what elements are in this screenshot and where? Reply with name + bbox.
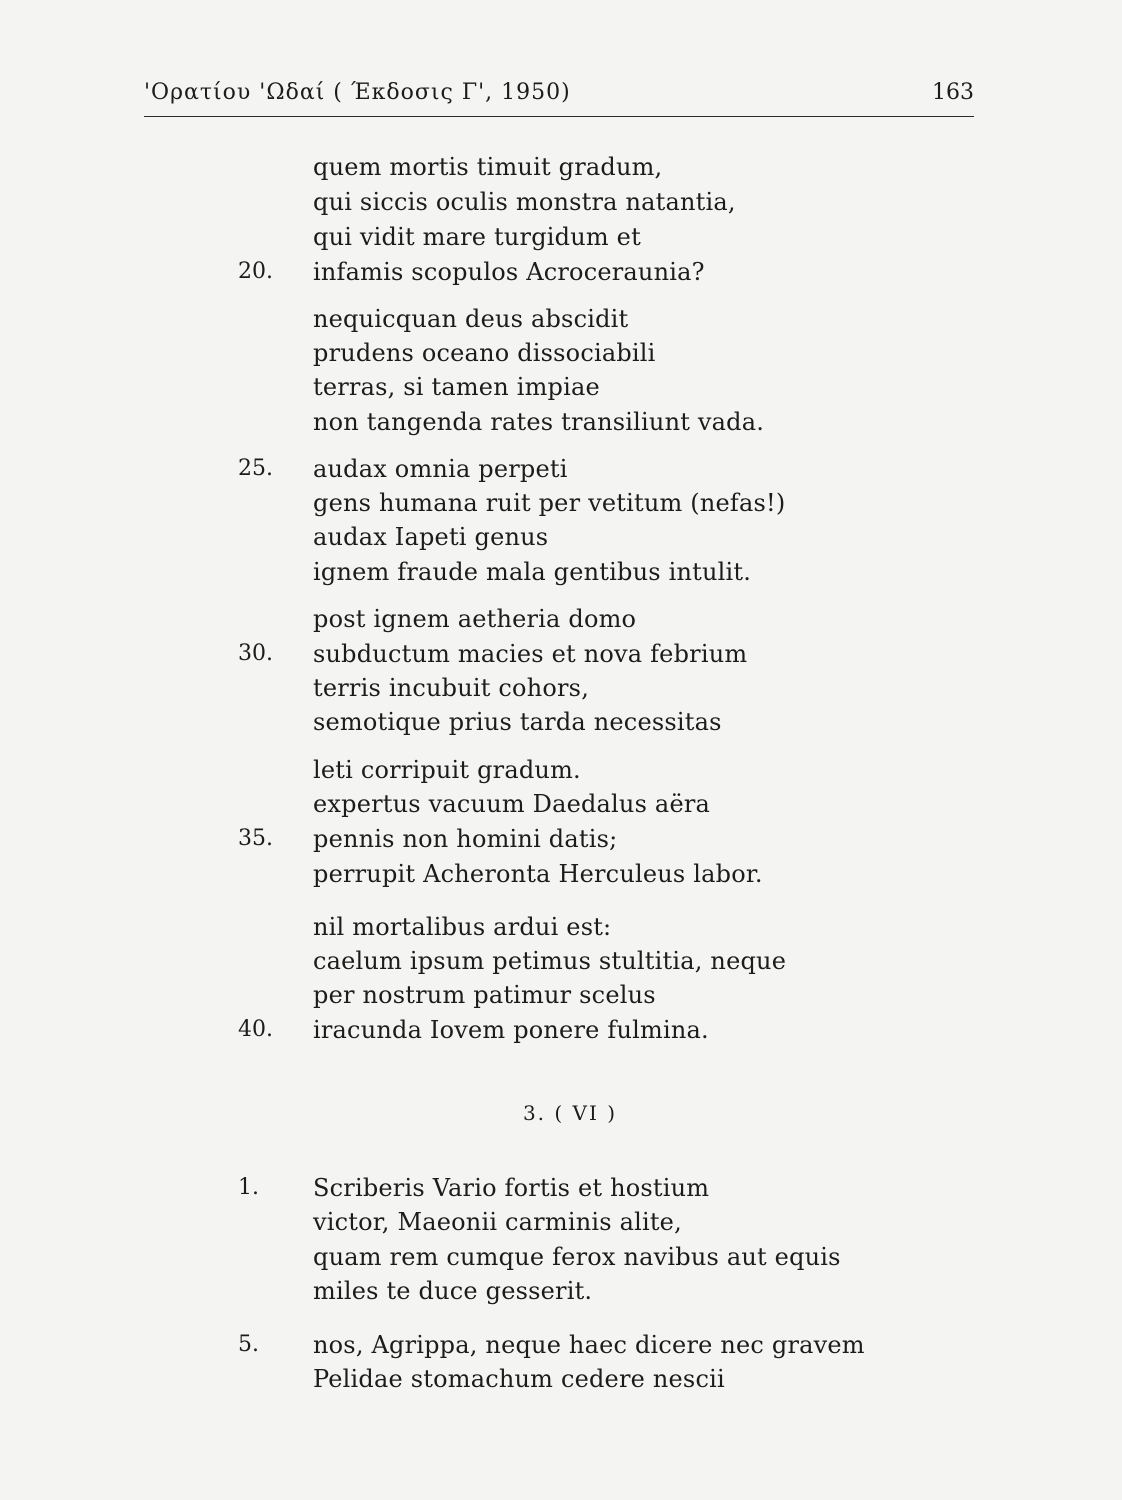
verse-line: Scriberis Vario fortis et hostium: [313, 1174, 710, 1202]
verse-line: qui siccis oculis monstra natantia,: [313, 188, 736, 216]
verse-line: perrupit Acheronta Herculeus labor.: [313, 860, 763, 888]
line-number: 20.: [238, 259, 273, 284]
line-number: 35.: [238, 826, 273, 851]
verse-line: ignem fraude mala gentibus intulit.: [313, 558, 752, 586]
verse-line: quam rem cumque ferox navibus aut equis: [313, 1243, 841, 1271]
verse-line: expertus vacuum Daedalus aëra: [313, 790, 711, 818]
verse-line: nequicquan deus abscidit: [313, 305, 629, 333]
verse-line: terris incubuit cohors,: [313, 674, 590, 702]
verse-line: non tangenda rates transiliunt vada.: [313, 408, 765, 436]
line-number: 1.: [238, 1175, 259, 1200]
verse-line: prudens oceano dissociabili: [313, 339, 656, 367]
line-number: 30.: [238, 641, 273, 666]
verse-line: audax omnia perpeti: [313, 455, 568, 483]
verse-line: infamis scopulos Acroceraunia?: [313, 258, 705, 286]
verse-line: victor, Maeonii carminis alite,: [313, 1208, 682, 1236]
verse-line: nos, Agrippa, neque haec dicere nec gravem: [313, 1331, 865, 1359]
verse-line: quem mortis timuit gradum,: [313, 153, 663, 181]
page-number: 163: [932, 80, 974, 105]
verse-line: iracunda Iovem ponere fulmina.: [313, 1016, 709, 1044]
verse-line: caelum ipsum petimus stultitia, neque: [313, 947, 787, 975]
verse-line: semotique prius tarda necessitas: [313, 708, 722, 736]
verse-line: subductum macies et nova febrium: [313, 640, 748, 668]
line-number: 25.: [238, 456, 273, 481]
verse-line: terras, si tamen impiae: [313, 373, 600, 401]
verse-line: qui vidit mare turgidum et: [313, 223, 641, 251]
running-title: 'Ορατίου 'Ωδαί ( Έκδοσις Γ', 1950): [144, 80, 571, 105]
verse-line: gens humana ruit per vetitum (nefas!): [313, 489, 786, 517]
line-number: 40.: [238, 1017, 273, 1042]
verse-line: per nostrum patimur scelus: [313, 981, 656, 1009]
verse-line: miles te duce gesserit.: [313, 1277, 593, 1305]
running-header: [144, 78, 974, 118]
verse-line: post ignem aetheria domo: [313, 605, 637, 633]
verse-line: leti corripuit gradum.: [313, 756, 581, 784]
line-number: 5.: [238, 1332, 259, 1357]
verse-line: nil mortalibus ardui est:: [313, 913, 612, 941]
verse-line: audax Iapeti genus: [313, 523, 549, 551]
verse-line: pennis non homini datis;: [313, 825, 618, 853]
header-rule: [144, 116, 974, 117]
poem-title: 3. ( VI ): [522, 1101, 618, 1125]
verse-line: Pelidae stomachum cedere nescii: [313, 1365, 725, 1393]
